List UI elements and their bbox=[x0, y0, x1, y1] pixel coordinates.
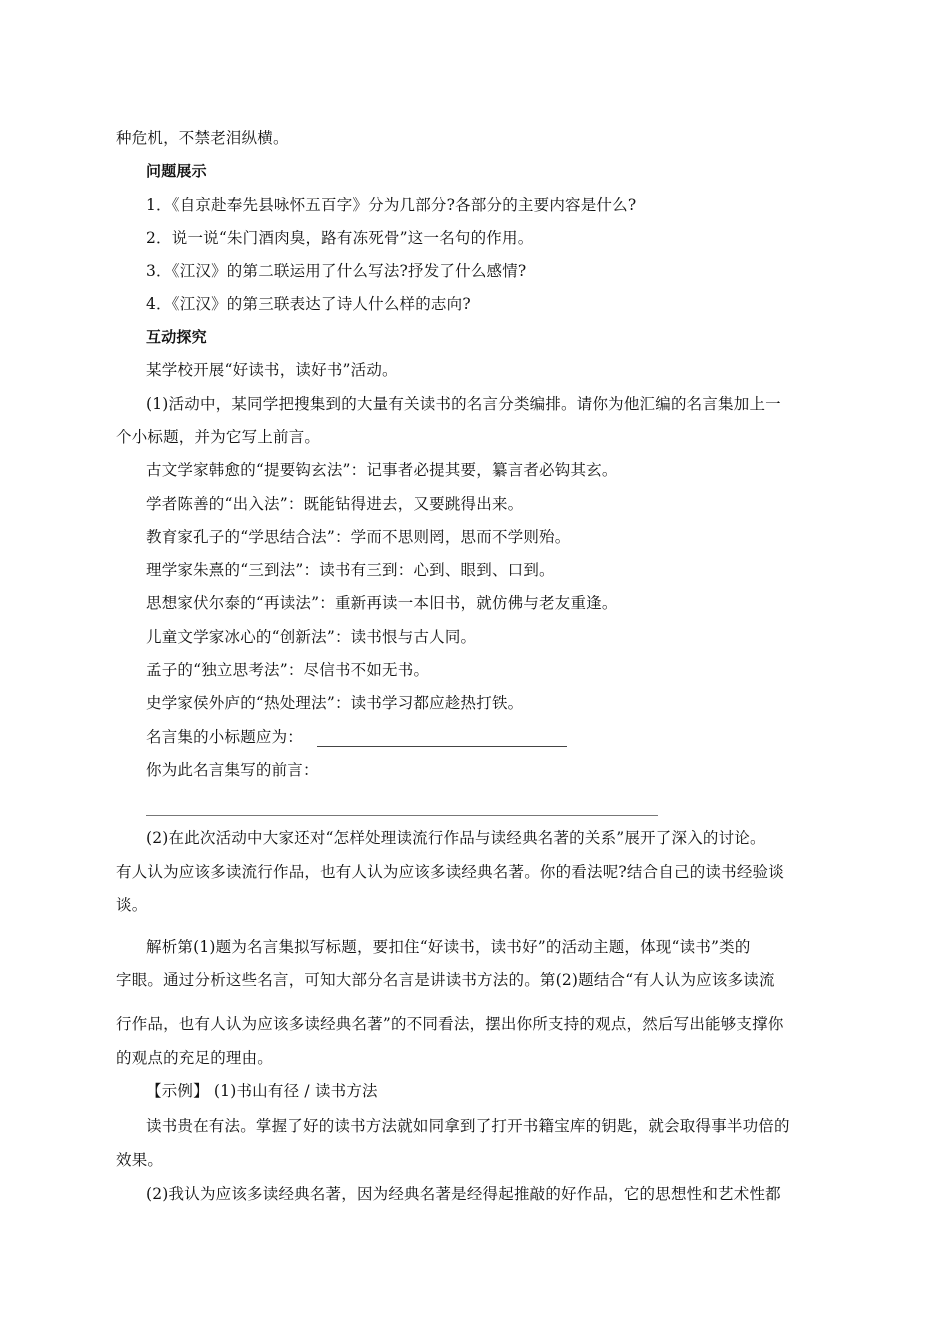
paragraph: 谈。 bbox=[116, 896, 148, 914]
quote-line: 儿童文学家冰心的“创新法”：读书恨与古人同。 bbox=[146, 628, 477, 646]
answer-blank-preface bbox=[146, 815, 658, 816]
question-3: 3．《江汉》的第二联运用了什么写法?抒发了什么感情? bbox=[146, 262, 527, 280]
example-line: 效果。 bbox=[116, 1151, 164, 1169]
section-heading-problems: 问题展示 bbox=[146, 162, 207, 180]
paragraph: 个小标题，并为它写上前言。 bbox=[116, 428, 321, 446]
example-line: 读书贵在有法。掌握了好的读书方法就如同拿到了打开书籍宝库的钥匙，就会取得事半功倍的 bbox=[146, 1117, 790, 1135]
text-line: 种危机，不禁老泪纵横。 bbox=[116, 129, 289, 147]
section-heading-interactive: 互动探究 bbox=[146, 328, 207, 346]
paragraph: 有人认为应该多读流行作品，也有人认为应该多读经典名著。你的看法呢?结合自己的读书经验谈 bbox=[116, 863, 784, 881]
quote-line: 学者陈善的“出入法”：既能钻得进去，又要跳得出来。 bbox=[146, 495, 524, 513]
quote-line: 理学家朱熹的“三到法”：读书有三到：心到、眼到、口到。 bbox=[146, 561, 555, 579]
quote-line: 教育家孔子的“学思结合法”：学而不思则罔，思而不学则殆。 bbox=[146, 528, 571, 546]
quote-line: 古文学家韩愈的“提要钩玄法”：记事者必提其要，纂言者必钩其玄。 bbox=[146, 461, 618, 479]
question-2: 2．说一说“朱门酒肉臭，路有冻死骨”这一名句的作用。 bbox=[146, 229, 534, 247]
quote-line: 史学家侯外庐的“热处理法”：读书学习都应趁热打铁。 bbox=[146, 694, 524, 712]
paragraph: 某学校开展“好读书，读好书”活动。 bbox=[146, 361, 398, 379]
fill-prompt-preface: 你为此名言集写的前言： bbox=[146, 761, 319, 779]
paragraph: (2)在此次活动中大家还对“怎样处理读流行作品与读经典名著的关系”展开了深入的讨论。 bbox=[146, 829, 766, 847]
example-line: (2)我认为应该多读经典名著，因为经典名著是经得起推敲的好作品，它的思想性和艺术性都 bbox=[146, 1185, 781, 1203]
fill-prompt-title: 名言集的小标题应为： bbox=[146, 728, 304, 746]
analysis-line: 解析第(1)题为名言集拟写标题，要扣住“好读书，读书好”的活动主题，体现“读书”类的 bbox=[146, 938, 751, 956]
quote-line: 思想家伏尔泰的“再读法”：重新再读一本旧书，就仿佛与老友重逢。 bbox=[146, 594, 618, 612]
question-4: 4．《江汉》的第三联表达了诗人什么样的志向? bbox=[146, 295, 471, 313]
answer-blank-title bbox=[317, 746, 567, 747]
example-heading: 【示例】 (1)书山有径 / 读书方法 bbox=[146, 1082, 378, 1100]
analysis-line: 的观点的充足的理由。 bbox=[116, 1049, 274, 1067]
paragraph: (1)活动中，某同学把搜集到的大量有关读书的名言分类编排。请你为他汇编的名言集加上一 bbox=[146, 395, 781, 413]
question-1: 1．《自京赴奉先县咏怀五百字》分为几部分?各部分的主要内容是什么? bbox=[146, 196, 637, 214]
analysis-line: 字眼。通过分析这些名言，可知大部分名言是讲读书方法的。第(2)题结合“有人认为应该多读流 bbox=[116, 971, 775, 989]
quote-line: 孟子的“独立思考法”：尽信书不如无书。 bbox=[146, 661, 430, 679]
analysis-line: 行作品，也有人认为应该多读经典名著”的不同看法，摆出你所支持的观点，然后写出能够支撑你 bbox=[116, 1015, 784, 1033]
